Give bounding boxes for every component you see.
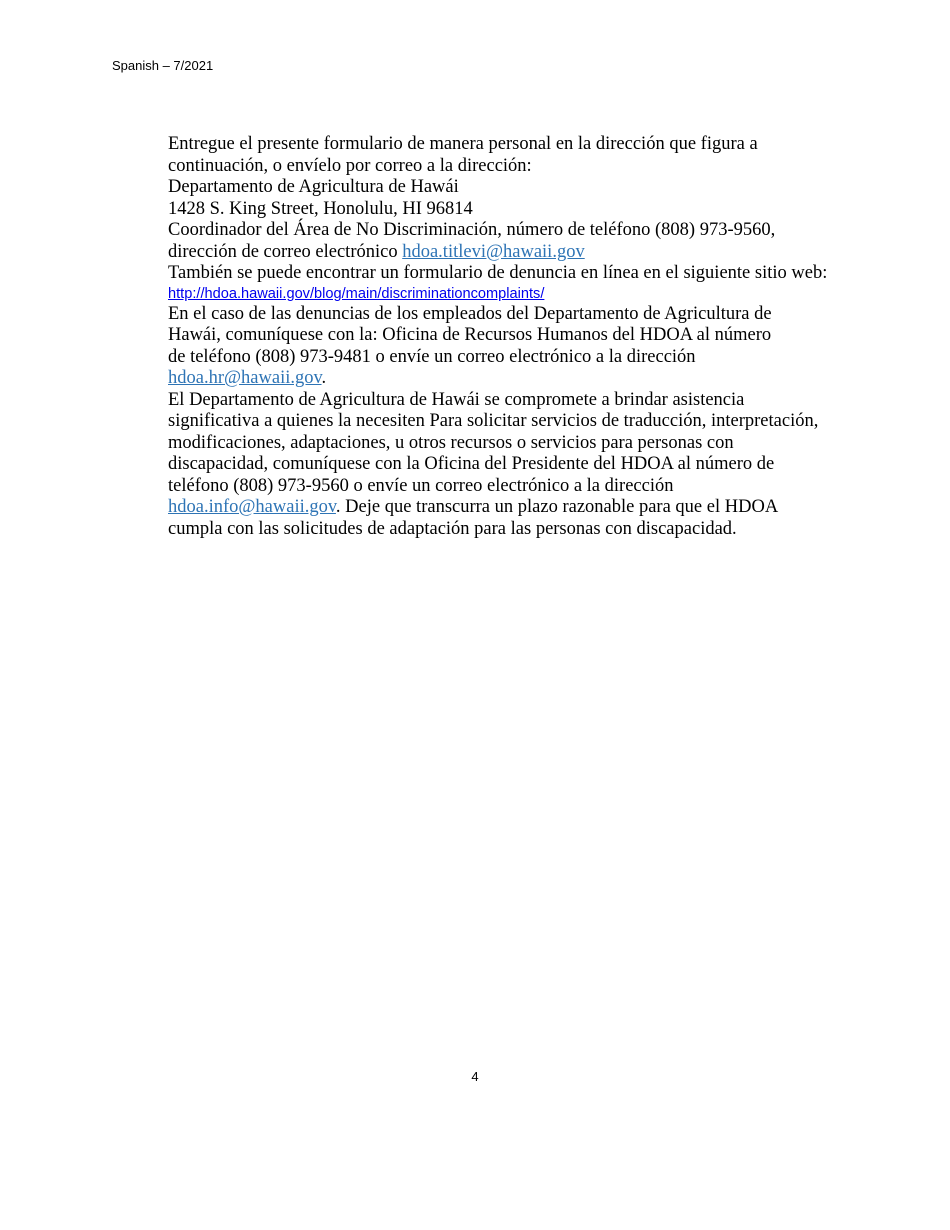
online-form-paragraph: [168, 263, 858, 285]
delivery-line-2: continuación, o envíelo por correo a la dirección:: [168, 155, 532, 176]
hr-email-link[interactable]: hdoa.hr@hawaii.gov: [168, 368, 322, 388]
coordinator-email-prefix: dirección de correo electrónico: [168, 241, 403, 262]
page-number: 4: [471, 1069, 479, 1084]
assistance-line-6-suffix: . Deje que transcurra un plazo razonable para que el HDOA: [335, 497, 779, 517]
address-organization: Departamento de Agricultura de Hawái: [168, 177, 459, 197]
coordinator-line-2: [168, 242, 858, 264]
employees-line-1: En el caso de las denuncias de los empleados del Departamento de Agricultura de: [168, 303, 772, 324]
hr-email-suffix: .: [321, 368, 327, 388]
assistance-line-4: discapacidad, comuníquese con la Oficina del Presidente del HDOA al número de: [168, 454, 775, 474]
employees-line-4: [168, 368, 858, 390]
assistance-line-6: [168, 497, 858, 519]
coordinator-line-1: Coordinador del Área de No Discriminación, número de teléfono (808) 973-9560,: [168, 220, 776, 240]
delivery-line-1: Entregue el presente formulario de manera personal en la dirección que figura a: [168, 134, 758, 154]
assistance-paragraph: [168, 390, 858, 541]
coordinator-email-link[interactable]: hdoa.titlevi@hawaii.gov: [402, 241, 585, 262]
coordinator-contact-paragraph: [168, 220, 858, 263]
assistance-line-7: cumpla con las solicitudes de adaptación para las personas con discapacidad.: [168, 518, 737, 539]
assistance-line-3: modificaciones, adaptaciones, u otros recursos o servicios para personas con: [168, 432, 734, 453]
complaint-url-paragraph: [168, 285, 858, 304]
employees-line-2: Hawái, comuníquese con la: Oficina de Recursos Humanos del HDOA al número: [168, 325, 772, 345]
employee-complaints-paragraph: [168, 304, 858, 390]
address-street: 1428 S. King Street, Honolulu, HI 96814: [168, 198, 473, 219]
online-form-text: También se puede encontrar un formulario de denuncia en línea en el siguiente sitio web:: [168, 263, 828, 283]
info-email-link[interactable]: hdoa.info@hawaii.gov: [168, 497, 336, 517]
employees-line-3: de teléfono (808) 973-9481 o envíe un correo electrónico a la dirección: [168, 346, 696, 367]
assistance-line-5: teléfono (808) 973-9560 o envíe un correo electrónico a la dirección: [168, 475, 674, 496]
page-header-language-date: Spanish – 7/2021: [112, 58, 214, 73]
assistance-line-1: El Departamento de Agricultura de Hawái se compromete a brindar asistencia: [168, 389, 745, 410]
document-body: [168, 134, 858, 540]
delivery-instructions-paragraph: [168, 134, 858, 177]
mailing-address: [168, 177, 858, 220]
complaint-url-link[interactable]: http://hdoa.hawaii.gov/blog/main/discriminationcomplaints/: [168, 285, 545, 302]
assistance-line-2: significativa a quienes la necesiten Para solicitar servicios de traducción, interpretación,: [168, 411, 819, 431]
